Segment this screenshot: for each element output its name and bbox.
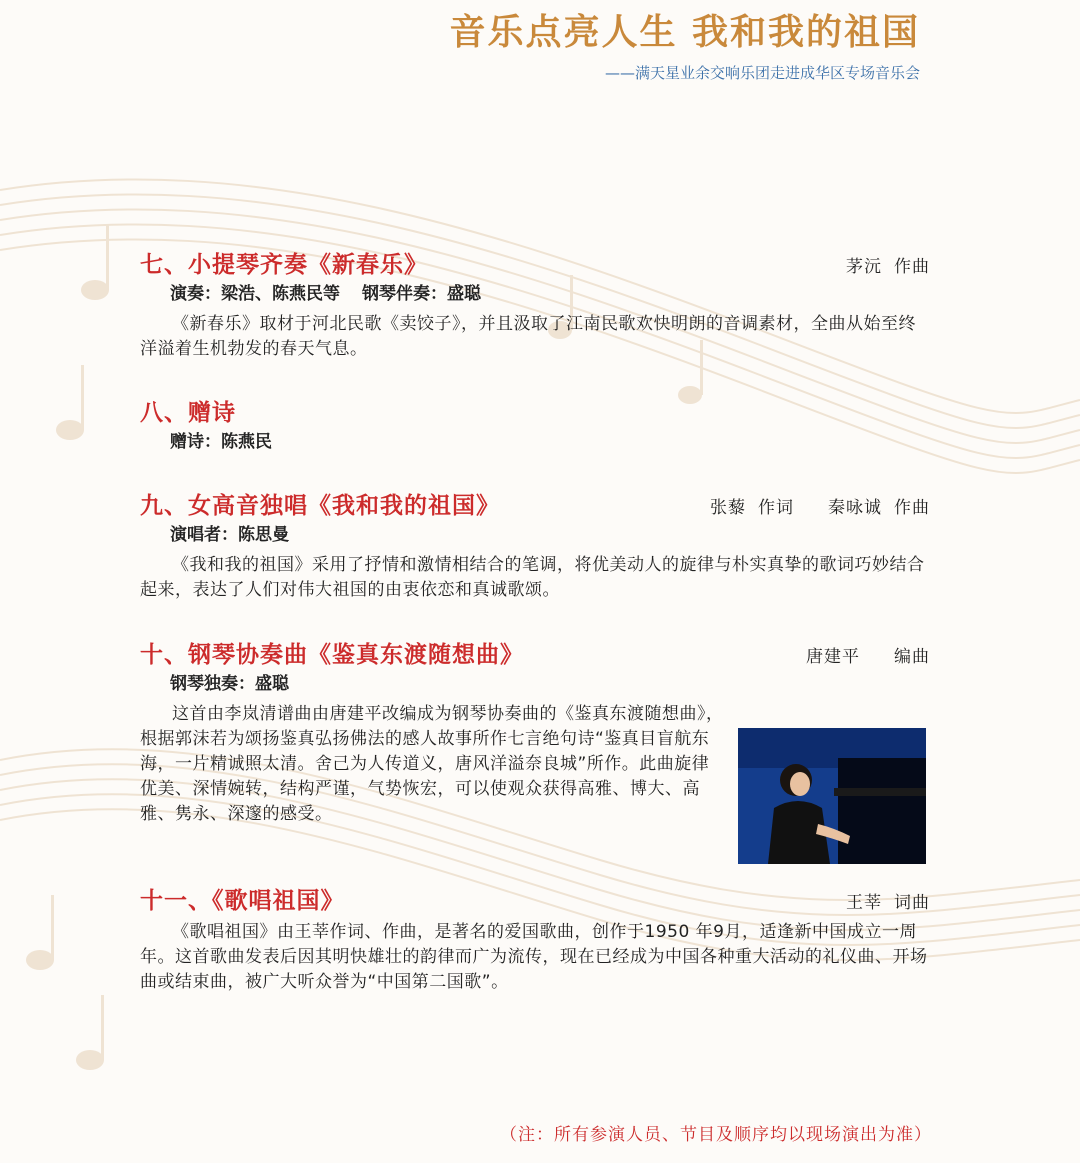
program-title: 九、女高音独唱《我和我的祖国》 — [140, 493, 500, 519]
program-title: 十一、《歌唱祖国》 — [140, 888, 345, 914]
page-title: 音乐点亮人生 我和我的祖国 — [449, 12, 920, 53]
program-title: 十、钢琴协奏曲《鉴真东渡随想曲》 — [140, 642, 524, 668]
author-name: 王莘 — [846, 893, 882, 913]
program-description: 《新春乐》取材于河北民歌《卖饺子》，并且汲取了江南民歌欢快明朗的音调素材，全曲从始至终洋溢着生机勃发的春天气息。 — [140, 314, 916, 359]
program-description: 这首由李岚清谱曲由唐建平改编成为钢琴协奏曲的《鉴真东渡随想曲》，根据郭沫若为颂扬鉴真弘扬佛法的感人故事所作七言绝句诗“鉴真目盲航东海，一片精诚照太清。舍己为人传道义，唐风洋溢奈良城”所作。此曲旋律优美、深情婉转，结构严谨，气势恢宏，可以使观众获得高雅、博大、高雅、隽永、深邃的感受。 — [140, 704, 724, 824]
lyricist-name: 张藜 — [710, 498, 746, 518]
lyricist-role: 作词 — [758, 498, 794, 518]
composer-role: 作曲 — [894, 257, 930, 277]
performer-text: 演唱者：陈思曼 — [170, 525, 289, 545]
composer-name: 秦咏诚 — [828, 498, 882, 518]
pianist-illustration — [738, 728, 926, 864]
composer-role: 作曲 — [894, 498, 930, 518]
performer-text: 赠诗：陈燕民 — [170, 432, 272, 452]
program-item — [140, 882, 930, 995]
program-item — [140, 394, 930, 456]
performer-text: 钢琴独奏：盛聪 — [170, 674, 289, 694]
arranger-role: 编曲 — [894, 647, 930, 667]
program-credit — [834, 252, 930, 277]
performer-text: 演奏：梁浩、陈燕民等 — [170, 284, 340, 304]
performer-line — [140, 280, 930, 308]
performer-line — [140, 670, 930, 698]
program-credit — [794, 642, 930, 667]
author-role: 词曲 — [894, 893, 930, 913]
performer-line — [140, 428, 930, 456]
program-item — [140, 246, 930, 362]
pianist-photo — [738, 728, 926, 864]
program-description: 《我和我的祖国》采用了抒情和激情相结合的笔调，将优美动人的旋律与朴实真挚的歌词巧妙结合起来，表达了人们对伟大祖国的由衷依恋和真诚歌颂。 — [140, 555, 925, 600]
program-credit — [698, 493, 930, 518]
performer-line — [140, 521, 930, 549]
program-title: 八、赠诗 — [140, 400, 236, 426]
accompanist-text: 钢琴伴奏：盛聪 — [362, 284, 481, 304]
program-title: 七、小提琴齐奏《新春乐》 — [140, 252, 428, 278]
arranger-name: 唐建平 — [806, 647, 860, 667]
program-item — [140, 636, 930, 827]
program-item — [140, 487, 930, 603]
program-description: 《歌唱祖国》由王莘作词、作曲，是著名的爱国歌曲，创作于1950 年9月，适逢新中国成立一周年。这首歌曲发表后因其明快雄壮的韵律而广为流传，现在已经成为中国各种重大活动的礼仪曲、开场曲或结束曲，被广大听众誉为“中国第二国歌”。 — [140, 922, 928, 992]
page-subtitle: ——满天星业余交响乐团走进成华区专场音乐会 — [604, 64, 920, 82]
description-with-photo — [140, 702, 930, 827]
composer-name: 茅沅 — [846, 257, 882, 277]
program-credit — [834, 888, 930, 913]
footnote: （注：所有参演人员、节目及顺序均以现场演出为准） — [500, 1125, 932, 1145]
